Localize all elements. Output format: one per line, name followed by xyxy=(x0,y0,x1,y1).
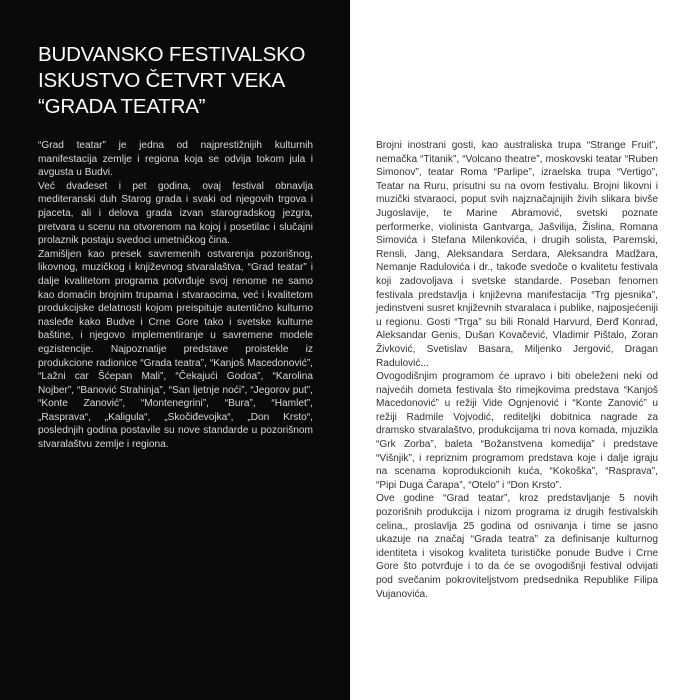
right-paragraph-1: Brojni inostrani gosti, kao australiska trupa “Strange Fruit”, nemačka “Titanik”, “Volcano theatre”, moskovski teatar “Ruben Simonov”, teatar Roma “Parlipe”, izraelska trupa “Vertigo”, Teatar na Ruru, prisutni su na ovom festivalu. Brojni likovni i muzički stvaraoci, poput svih najznačajnijih živih slikara bivše Jugoslavije, te Marine Abramović, svetski poznate performerke, violinista Gantvarga, Jašvilija, Žislina, Romana Simovića i Stefana Milenkovića, i drugih solista, Paremski, Rensli, Jang, Aleksandara Serdara, Aleksandra Madžara, Nemanje Radulovića i dr., takođe svedoče o kvalitetu festivala koji zadovoljava i svetske standarde. Poseban fenomen festivala predstavlja i književna manifestacija “Trg pjesnika”, jedinstveni susret književnih stvaralaca i publike, najposjećeniji u regionu. Gosti “Trga” su bili Ronald Harvurd, Đerđ Konrad, Aleksandar Genis, Dušan Kovačević, Vladimir Pištalo, Zoran Živković, Svetislav Basara, Miljenko Jergović, Dragan Radulović... xyxy=(376,140,658,369)
left-paragraph-3: Zamišljen kao presek savremenih ostvarenja pozorišnog, likovnog, muzičkog i književnog stvaralaštva, “Grad teatar” i dalje kvalitetom programa potvrđuje svoj renome ne samo kao domaćin brojnim trupama i stvaraocima, već i kvalitetom produkcijske delatnosti kojom preispituje autentično kulturno nasleđe kako Budve i Crne Gore tako i svetske kulturne baštine, i njegovo implementiranje u savremene modele egzistencije. Najpoznatije predstave proistekle iz produkcione radionice “Grada teatra”, “Kanjoš Macedonović”, “Lažni car Šćepan Mali”, “Čekajući Godoa”, “Karolina Nojber”, “Banović Strahinja”, “San ljetnje noći”, “Jegorov put”, “Konte Zanović”, “Montenegrini”, “Bura”, “Hamlet”, „Rasprava“, „Kaligula“, „Skočiđevojka“, „Don Krsto“, poslednjih godina postavile su nove standarde u pozorišnom stvaralaštvu zemlje i regiona. xyxy=(38,248,313,451)
title-line-2: ISKUSTVO ČETVRT VEKA xyxy=(38,69,286,92)
page-title xyxy=(38,42,328,120)
right-paragraph-3: Ove godine “Grad teatar”, kroz predstavljanje 5 novih pozorišnih produkcija i nizom programa iz drugih festivalskih celina,, proslavlja 25 godina od osnivanja i time se jasno ukazuje na značaj “Grada teatra” za definisanje kulturnog identiteta i visokog kvaliteta turističke ponude Budve i Crne Gore što potvrđuje i to da će se ovogodišnji festival odvijati pod svečanim pokroviteljstvom predsednika Republike Filipa Vujanovića. xyxy=(376,493,658,600)
left-body-text xyxy=(38,139,313,452)
right-body-text xyxy=(376,139,658,601)
right-paragraph-2: Ovogodišnjim programom će upravo i biti obeleženi neki od najvećih dometa festivala što rimejkovima predstava “Kanjoš Macedonović” u režiji Vide Ognjenović i “Konte Zanović” u režiji Radmile Vojvodić, rediteljki dobitnica nagrade za dramsko stvaralaštvo, produkcijama tri nova komada, mjuzikla “Grk Zorba”, baleta “Božanstvena komedija” i predstave “Višnjik”, i repriznim programom predstava koje i dalje igraju na scenama koprodukcionih kuća, “Kokoška”, “Rasprava”, “Pipi Duga Čarapa”, “Otelo” i “Don Krsto”. xyxy=(376,371,658,491)
title-line-1: BUDVANSKO FESTIVALSKO xyxy=(38,43,306,66)
left-paragraph-2: Već dvadeset i pet godina, ovaj festival obnavlja mediteranski duh Starog grada i svaki od njegovih trgova i pjaceta, ali i delova grada izvan starogradskog jezgra, pretvara u scenu na otvorenom na kojoj i posetilac i slučajni prolaznik postaju svedoci umetničkog čina. xyxy=(38,180,313,247)
left-paragraph-1: “Grad teatar” je jedna od najprestižnijih kulturnih manifestacija zemlje i regiona koja se odvija tokom jula i avgusta u Budvi. xyxy=(38,140,313,179)
title-line-3: “GRADA TEATRA” xyxy=(38,95,206,118)
